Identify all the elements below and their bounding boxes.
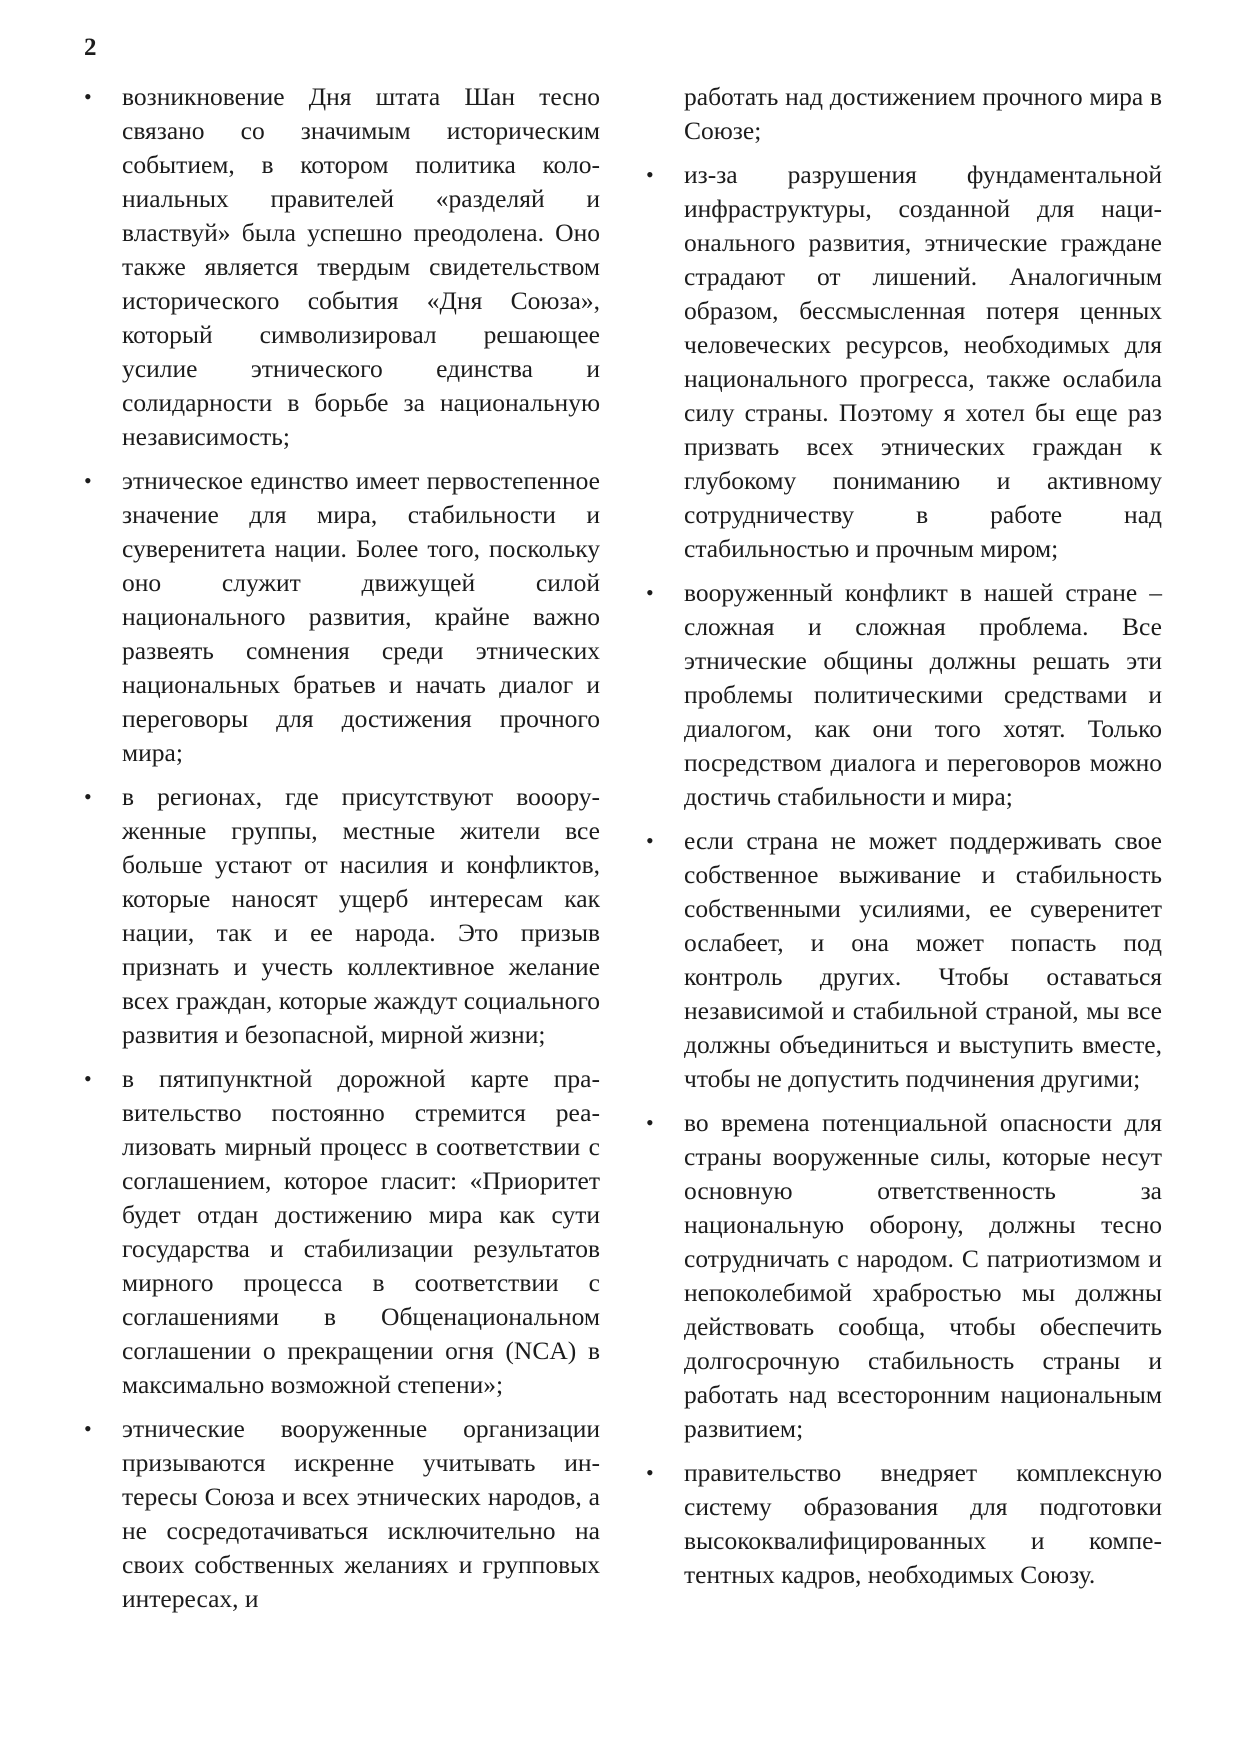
list-item — [646, 824, 1162, 1096]
list-item-text: вооруженный конфликт в нашей стране – сложная и сложная проблема. Все этнические общины должны решать эти проблемы политическими средствами и диалогом, как они того хотят. Только посредством диалога и переговоров можно достичь стабильности и мира; — [684, 578, 1162, 811]
list-item-text: если страна не может поддерживать свое собственное выживание и стабильность собственными усилиями, ее суверенитет ослабеет, и она может попасть под контроль других. Чтобы оставаться независимой и стабильной страной, мы все должны объединиться и выступить вместе, чтобы не допустить подчинения другими; — [684, 826, 1162, 1093]
bullet-icon: • — [646, 580, 654, 605]
list-item — [84, 80, 600, 454]
bullet-icon: • — [646, 162, 654, 187]
bullet-icon: • — [84, 784, 92, 809]
bullet-icon: • — [84, 468, 92, 493]
bullet-icon: • — [646, 1110, 654, 1135]
bullet-icon: • — [646, 1460, 654, 1485]
list-item — [84, 1412, 600, 1616]
page-number: 2 — [84, 34, 97, 61]
list-item-text: во времена потенциальной опасности для страны вооруженные силы, которые несут основную ответственность за национальную оборону, должны тесно сотрудничать с народом. С патриотизмом и непоколебимой храбростью мы должны действовать сообща, чтобы обеспечить долгосрочную стабильность страны и работать над всесторонним национальным развитием; — [684, 1108, 1162, 1443]
list-item — [646, 1106, 1162, 1446]
list-item — [84, 1062, 600, 1402]
list-item-text: этническое единство имеет первостепенное значение для мира, стабильности и суверенитета нации. Более того, поскольку оно служит движущей силой национального развития, крайне важно развеять сомнения среди этнических национальных братьев и начать диалог и переговоры для достижения прочного мира; — [122, 466, 600, 767]
bullet-icon: • — [84, 1416, 92, 1441]
bullet-icon: • — [84, 1066, 92, 1091]
bullet-icon: • — [646, 828, 654, 853]
left-column — [84, 80, 600, 1626]
list-item — [646, 158, 1162, 566]
list-item — [646, 1456, 1162, 1592]
continued-paragraph: работать над достижением прочного мира в Союзе; — [684, 82, 1162, 145]
list-item — [84, 464, 600, 770]
list-item-text: в регионах, где присутствуют воооруженные группы, местные жители все больше устают от насилия и конфликтов, которые наносят ущерб интересам как нации, так и ее народа. Это призыв признать и учесть коллективное желание всех граждан, которые жаждут социального развития и безопасной, мирной жизни; — [122, 782, 600, 1049]
list-item-text: возникновение Дня штата Шан тесно связано со значимым историческим событием, в котором политика колониальных правителей «разделяй и властвуй» была успешно преодолена. Оно также является твердым свидетельством исторического события «Дня Союза», который символизировал решающее усилие этнического единства и солидарности в борьбе за национальную независимость; — [122, 82, 600, 451]
right-column — [646, 80, 1162, 1602]
list-item-text: из-за разрушения фундаментальной инфраструктуры, созданной для национального развития, этнические граждане страдают от лишений. Аналогичным образом, бессмысленная потеря ценных человеческих ресурсов, необходимых для национального прогресса, также ослабила силу страны. Поэтому я хотел бы еще раз призвать всех этнических граждан к глубокому пониманию и активному сотрудничеству в работе над стабильностью и прочным миром; — [684, 160, 1162, 563]
list-item — [84, 780, 600, 1052]
list-item-text: правительство внедряет комплексную систему образования для подготовки высококвалифицированных и компетентных кадров, необходимых Союзу. — [684, 1458, 1162, 1589]
list-item-text: в пятипунктной дорожной карте правительство постоянно стремится реализовать мирный процесс в соответствии с соглашением, которое гласит: «Приоритет будет отдан достижению мира как сути государства и стабилизации результатов мирного процесса в соответствии с соглашениями в Общенациональном соглашении о прекращении огня (NCA) в максимально возможной степени»; — [122, 1064, 600, 1399]
list-item-text: этнические вооруженные организации призываются искренне учитывать интересы Союза и всех этнических народов, а не сосредотачиваться исключительно на своих собственных желаниях и групповых интересах, и — [122, 1414, 600, 1613]
list-item — [646, 576, 1162, 814]
bullet-icon: • — [84, 84, 92, 109]
